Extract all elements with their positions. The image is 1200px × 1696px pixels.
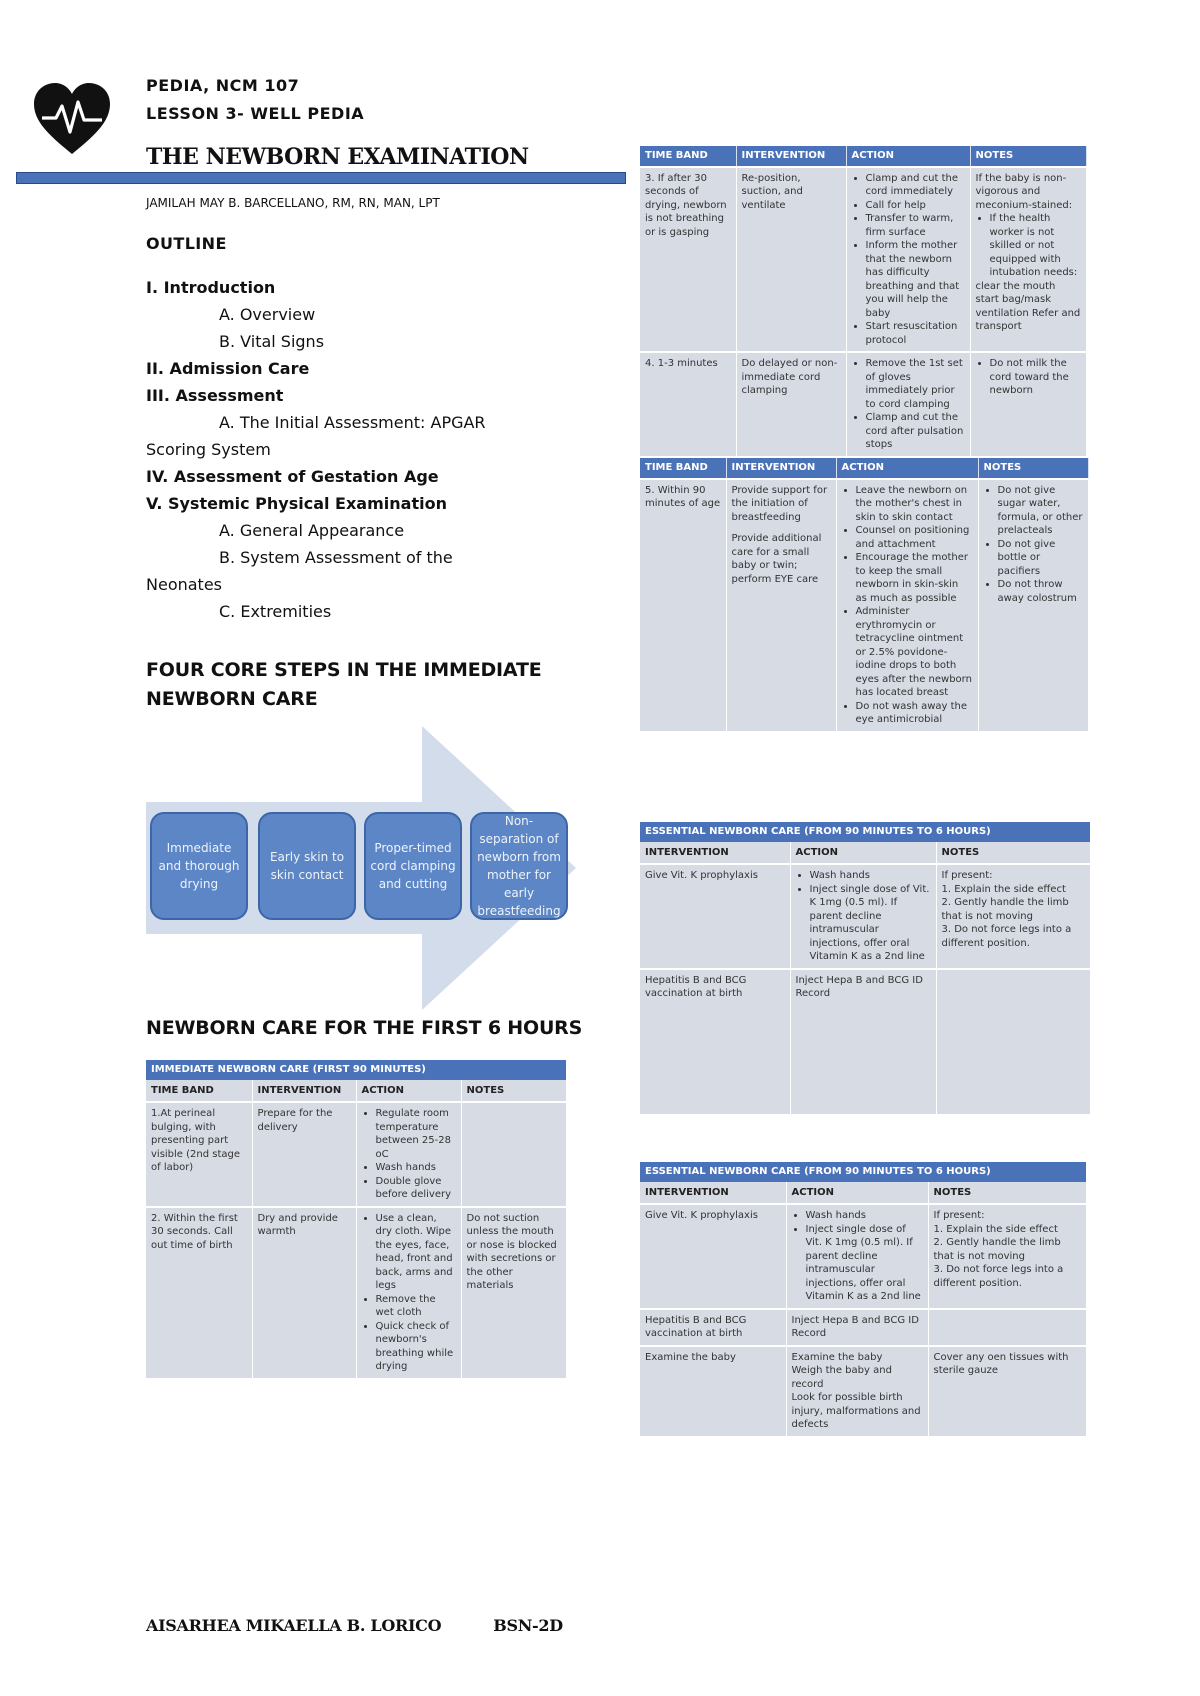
time-band-table-a — [640, 146, 1087, 456]
notes-line: 2. Gently handle the limb that is not moving — [933, 1237, 1061, 1262]
core-steps-heading-line: NEWBORN CARE — [146, 688, 318, 710]
action-item: • Remove the wet cloth — [376, 1293, 456, 1320]
column-header: NOTES — [970, 146, 1086, 167]
column-header: INTERVENTION — [252, 1080, 356, 1103]
footer-name: AISARHEA MIKAELLA B. LORICO — [146, 1616, 442, 1635]
outline-item: A. Overview — [219, 305, 316, 324]
table-row — [640, 1204, 1086, 1309]
six-hours-heading: NEWBORN CARE FOR THE FIRST 6 HOURS — [146, 1017, 583, 1039]
action-line: Examine the baby — [791, 1351, 883, 1363]
intervention-paragraph: Provide support for the initiation of breastfeeding — [731, 484, 828, 523]
column-header: TIME BAND — [640, 458, 726, 479]
core-steps-heading-line: FOUR CORE STEPS IN THE IMMEDIATE — [146, 659, 542, 681]
outline-list — [146, 274, 556, 625]
action-line: Record — [791, 1328, 827, 1339]
action-item: • Start resuscitation protocol — [866, 320, 965, 347]
cell-time-band: 1.At perineal bulging, with presenting part visible (2nd stage of labor) — [146, 1102, 252, 1207]
footer-section: BSN-2D — [493, 1616, 563, 1635]
cell-action — [790, 864, 936, 969]
core-steps-heading — [146, 656, 542, 714]
action-item: • Clamp and cut the cord after pulsation stops — [866, 411, 965, 452]
notes-after: clear the mouth start bag/mask ventilation Refer and transport — [975, 280, 1081, 332]
page-title: THE NEWBORN EXAMINATION — [146, 144, 529, 170]
cell-time-band: 5. Within 90 minutes of age — [640, 479, 726, 731]
action-line: Weigh the baby and record — [791, 1365, 892, 1390]
cell-intervention: Give Vit. K prophylaxis — [640, 1204, 786, 1309]
column-header: ACTION — [790, 842, 936, 865]
outline-item: Scoring System — [146, 440, 271, 459]
table-row — [146, 1102, 566, 1207]
column-header: ACTION — [786, 1182, 928, 1205]
outline-item: IV. Assessment of Gestation Age — [146, 467, 439, 486]
notes-line: 3. Do not force legs into a different position. — [933, 1264, 1064, 1289]
essential-care-table-b — [640, 1162, 1087, 1436]
immediate-care-table — [146, 1060, 567, 1378]
action-item: • Do not wash away the eye antimicrobial — [856, 700, 973, 727]
notes-item: • Do not give sugar water, formula, or other prelacteals — [998, 484, 1083, 538]
table-row — [640, 352, 1086, 456]
column-header: INTERVENTION — [640, 842, 790, 865]
core-step-cord-clamping: Proper-timed cord clamping and cutting — [364, 812, 462, 920]
cell-notes — [970, 167, 1086, 353]
notes-intro: If the baby is non-vigorous and meconium-stained: — [975, 172, 1073, 211]
column-header: TIME BAND — [146, 1080, 252, 1103]
core-step-breastfeeding: Non-separation of newborn from mother for early breastfeeding — [470, 812, 568, 920]
column-header: TIME BAND — [640, 146, 736, 167]
action-item: • Counsel on positioning and attachment — [856, 524, 973, 551]
cell-notes — [928, 1309, 1086, 1346]
table-row — [640, 1309, 1086, 1346]
cell-intervention: Give Vit. K prophylaxis — [640, 864, 790, 969]
cell-intervention — [726, 479, 836, 731]
essential-care-table-a — [640, 822, 1091, 1114]
table-row — [640, 1346, 1086, 1436]
table-row — [640, 864, 1090, 969]
column-header: NOTES — [978, 458, 1088, 479]
outline-item: A. The Initial Assessment: APGAR — [219, 413, 486, 432]
column-header: NOTES — [936, 842, 1090, 865]
outline-item: Neonates — [146, 575, 222, 594]
action-line: Inject Hepa B and BCG ID — [795, 974, 923, 986]
action-item: • Quick check of newborn's breathing while drying — [376, 1320, 456, 1374]
action-item: • Encourage the mother to keep the small newborn in skin-skin as much as possible — [856, 551, 973, 605]
cell-action — [790, 969, 936, 1114]
notes-line: 2. Gently handle the limb that is not moving — [941, 897, 1069, 922]
outline-item: I. Introduction — [146, 278, 276, 297]
action-line: Look for possible birth injury, malformations and defects — [791, 1392, 921, 1430]
notes-line: 3. Do not force legs into a different position. — [941, 924, 1072, 949]
author-line: JAMILAH MAY B. BARCELLANO, RM, RN, MAN, LPT — [146, 196, 440, 210]
outline-item: V. Systemic Physical Examination — [146, 494, 447, 513]
footer — [146, 1616, 563, 1635]
column-header: ACTION — [846, 146, 970, 167]
notes-line: 1. Explain the side effect — [933, 1223, 1058, 1235]
cell-action — [356, 1102, 461, 1207]
cell-intervention: Prepare for the delivery — [252, 1102, 356, 1207]
outline-item: A. General Appearance — [219, 521, 405, 540]
time-band-table-b — [640, 458, 1089, 731]
notes-item: • If the health worker is not skilled or not equipped with intubation needs: — [990, 212, 1081, 280]
cell-notes: Do not suction unless the mouth or nose is blocked with secretions or the other materials — [461, 1207, 566, 1378]
table-row — [146, 1207, 566, 1378]
outline-item: II. Admission Care — [146, 359, 310, 378]
title-divider — [16, 172, 626, 184]
action-item: • Transfer to warm, firm surface — [866, 212, 965, 239]
table-caption: ESSENTIAL NEWBORN CARE (FROM 90 MINUTES TO 6 HOURS) — [640, 1162, 1086, 1182]
course-code: PEDIA, NCM 107 — [146, 76, 300, 95]
notes-item: • Do not throw away colostrum — [998, 578, 1083, 605]
cell-action — [356, 1207, 461, 1378]
action-item: • Clamp and cut the cord immediately — [866, 172, 965, 199]
action-item: • Inform the mother that the newborn has difficulty breathing and that you will help the baby — [866, 239, 965, 320]
cell-action — [786, 1346, 928, 1436]
notes-line: 1. Explain the side effect — [941, 883, 1066, 895]
action-item: • Wash hands — [806, 1209, 923, 1223]
cell-intervention: Hepatitis B and BCG vaccination at birth — [640, 969, 790, 1114]
cell-intervention: Re-position, suction, and ventilate — [736, 167, 846, 353]
outline-item: C. Extremities — [219, 602, 332, 621]
cell-notes — [928, 1204, 1086, 1309]
action-item: • Regulate room temperature between 25-28 oC — [376, 1107, 456, 1161]
cell-intervention: Dry and provide warmth — [252, 1207, 356, 1378]
outline-item: III. Assessment — [146, 386, 284, 405]
column-header: INTERVENTION — [640, 1182, 786, 1205]
action-line: Inject Hepa B and BCG ID — [791, 1314, 919, 1326]
heart-pulse-icon — [32, 80, 112, 160]
cell-notes — [936, 969, 1090, 1114]
cell-action — [846, 167, 970, 353]
column-header: ACTION — [356, 1080, 461, 1103]
cell-time-band: 3. If after 30 seconds of drying, newborn is not breathing or is gasping — [640, 167, 736, 353]
notes-line: If present: — [941, 870, 993, 881]
action-item: • Use a clean, dry cloth. Wipe the eyes, face, head, front and back, arms and legs — [376, 1212, 456, 1293]
outline-item: B. Vital Signs — [219, 332, 325, 351]
notes-item: • Do not give bottle or pacifiers — [998, 538, 1083, 579]
column-header: INTERVENTION — [726, 458, 836, 479]
cell-intervention: Examine the baby — [640, 1346, 786, 1436]
table-row — [640, 167, 1086, 353]
column-header: INTERVENTION — [736, 146, 846, 167]
action-item: • Administer erythromycin or tetracycline ointment or 2.5% povidone-iodine drops to both eyes after the newborn has located breast — [856, 605, 973, 700]
notes-line: If present: — [933, 1210, 985, 1221]
action-item: • Inject single dose of Vit. K 1mg (0.5 ml). If parent decline intramuscular injections, offer oral Vitamin K as a 2nd line — [806, 1223, 923, 1304]
column-header: ACTION — [836, 458, 978, 479]
cell-notes — [928, 1346, 1086, 1436]
action-item: • Remove the 1st set of gloves immediately prior to cord clamping — [866, 357, 965, 411]
outline-item: B. System Assessment of the — [219, 548, 453, 567]
notes-line: Cover any oen tissues with sterile gauze — [933, 1351, 1069, 1376]
action-item: • Inject single dose of Vit. K 1mg (0.5 ml). If parent decline intramuscular injections, offer oral Vitamin K as a 2nd line — [810, 883, 931, 964]
action-item: • Call for help — [866, 199, 965, 213]
action-line: Record — [795, 988, 831, 999]
action-item: • Wash hands — [376, 1161, 456, 1175]
action-item: • Leave the newborn on the mother's chest in skin to skin contact — [856, 484, 973, 525]
intervention-paragraph: Provide additional care for a small baby or twin; perform EYE care — [731, 533, 822, 585]
notes-item: • Do not milk the cord toward the newborn — [990, 357, 1081, 398]
action-item: • Double glove before delivery — [376, 1175, 456, 1202]
cell-time-band: 2. Within the first 30 seconds. Call out time of birth — [146, 1207, 252, 1378]
cell-intervention: Do delayed or non-immediate cord clamping — [736, 352, 846, 456]
table-caption: ESSENTIAL NEWBORN CARE (FROM 90 MINUTES TO 6 HOURS) — [640, 822, 1090, 842]
lesson-title: LESSON 3- WELL PEDIA — [146, 104, 365, 123]
table-row — [640, 969, 1090, 1114]
outline-heading: OUTLINE — [146, 234, 227, 253]
cell-intervention: Hepatitis B and BCG vaccination at birth — [640, 1309, 786, 1346]
column-header: NOTES — [461, 1080, 566, 1103]
cell-notes — [461, 1102, 566, 1207]
cell-notes — [936, 864, 1090, 969]
action-item: • Wash hands — [810, 869, 931, 883]
core-step-skin-to-skin: Early skin to skin contact — [258, 812, 356, 920]
cell-action — [846, 352, 970, 456]
cell-action — [786, 1309, 928, 1346]
cell-time-band: 4. 1-3 minutes — [640, 352, 736, 456]
cell-notes — [970, 352, 1086, 456]
cell-notes — [978, 479, 1088, 731]
core-step-drying: Immediate and thorough drying — [150, 812, 248, 920]
cell-action — [836, 479, 978, 731]
table-row — [640, 479, 1088, 731]
table-caption: IMMEDIATE NEWBORN CARE (FIRST 90 MINUTES) — [146, 1060, 566, 1080]
column-header: NOTES — [928, 1182, 1086, 1205]
cell-action — [786, 1204, 928, 1309]
